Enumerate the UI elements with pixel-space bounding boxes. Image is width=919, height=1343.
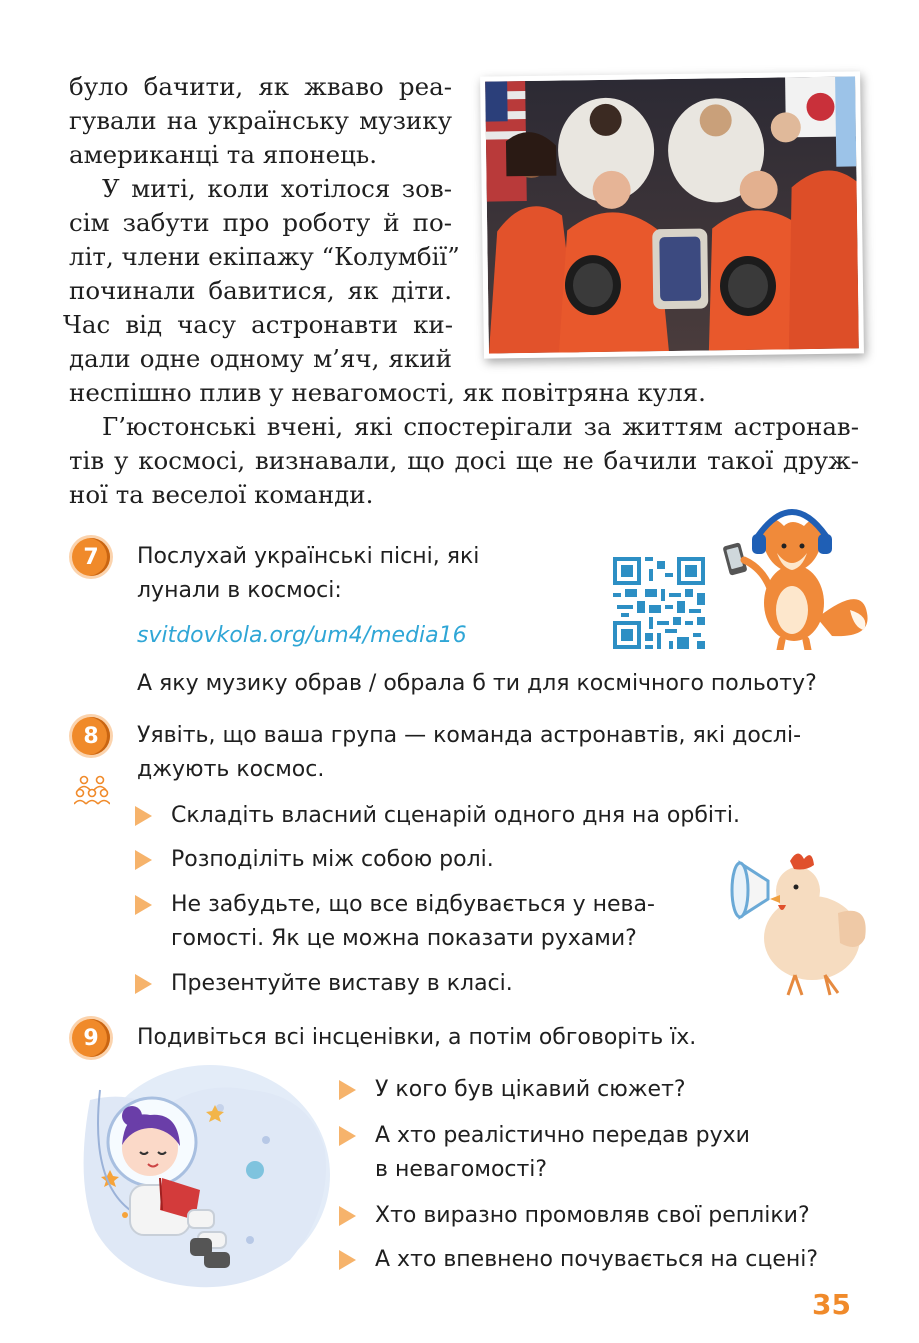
astronaut-girl-reading-illustration [70, 1060, 330, 1295]
story-line: У миті, коли хотілося зов- [102, 174, 452, 203]
crew-photo-illustration [485, 76, 859, 353]
story-line: тів у космосі, визнавали, що досі ще не бачили такої друж- [69, 446, 859, 475]
task-9-text: Подивіться всі інсценівки, а потім обговоріть їх. [137, 1025, 697, 1050]
task-8-bullet: Розподіліть між собою ролі. [171, 847, 494, 872]
task-9-bullet: А хто реалістично передав рухи [375, 1123, 750, 1148]
story-line: американці та японець. [69, 140, 377, 169]
task-9-badge: 9 [72, 1019, 110, 1057]
task-9-bullet: А хто впевнено почувається на сцені? [375, 1247, 819, 1272]
crew-photo [480, 71, 864, 358]
story-line: Час від часу астронавти ки- [63, 310, 453, 339]
task-9-bullet: У кого був цікавий сюжет? [375, 1077, 686, 1102]
bullet-arrow-icon [339, 1080, 356, 1100]
bullet-arrow-icon [135, 850, 152, 870]
bullet-arrow-icon [339, 1250, 356, 1270]
task-9-bullet: Хто виразно промовляв свої репліки? [375, 1203, 810, 1228]
story-line: Г’юстонські вчені, які спостерігали за життям астронав- [102, 412, 859, 441]
task-7-question: А яку музику обрав / обрала б ти для космічного польоту? [137, 671, 817, 696]
bullet-arrow-icon [339, 1206, 356, 1226]
bullet-arrow-icon [339, 1126, 356, 1146]
task-8-bullet: Складіть власний сценарій одного дня на орбіті. [171, 803, 740, 828]
bullet-arrow-icon [135, 895, 152, 915]
story-line: дали одне одному м’яч, який [69, 344, 452, 373]
bullet-arrow-icon [135, 974, 152, 994]
task-9-bullet-continuation: в невагомості? [375, 1157, 548, 1182]
story-line: було бачити, як жваво реа- [69, 72, 452, 101]
fox-with-headphones-illustration [722, 498, 872, 650]
task-8-bullet-continuation: гомості. Як це можна показати рухами? [171, 926, 637, 951]
task-8-text-line-2: джують космос. [137, 757, 325, 782]
qr-code[interactable] [613, 557, 705, 649]
task-7-text-line-2: лунали в космосі: [137, 578, 342, 603]
task-7-media-link[interactable]: svitdovkola.org/um4/media16 [137, 623, 467, 648]
task-8-text-line-1: Уявіть, що ваша група — команда астронавтів, які дослі- [137, 723, 802, 748]
task-8-bullet: Не забудьте, що все відбувається у нева- [171, 892, 655, 917]
task-8-bullet: Презентуйте виставу в класі. [171, 971, 513, 996]
group-work-icon [74, 775, 110, 805]
story-line: ної та веселої команди. [69, 480, 374, 509]
story-line: сім забути про роботу й по- [69, 208, 452, 237]
task-7-text-line-1: Послухай українські пісні, які [137, 544, 480, 569]
task-7-badge: 7 [72, 538, 110, 576]
story-line: неспішно плив у невагомості, як повітряна куля. [69, 378, 706, 407]
page-number: 35 [812, 1288, 851, 1321]
hen-with-megaphone-illustration [720, 843, 875, 998]
story-line: починали бавитися, як діти. [69, 276, 452, 305]
task-8-badge: 8 [72, 717, 110, 755]
bullet-arrow-icon [135, 806, 152, 826]
story-line: літ, члени екіпажу “Колумбії” [69, 242, 460, 271]
story-line: гували на українську музику [69, 106, 452, 135]
